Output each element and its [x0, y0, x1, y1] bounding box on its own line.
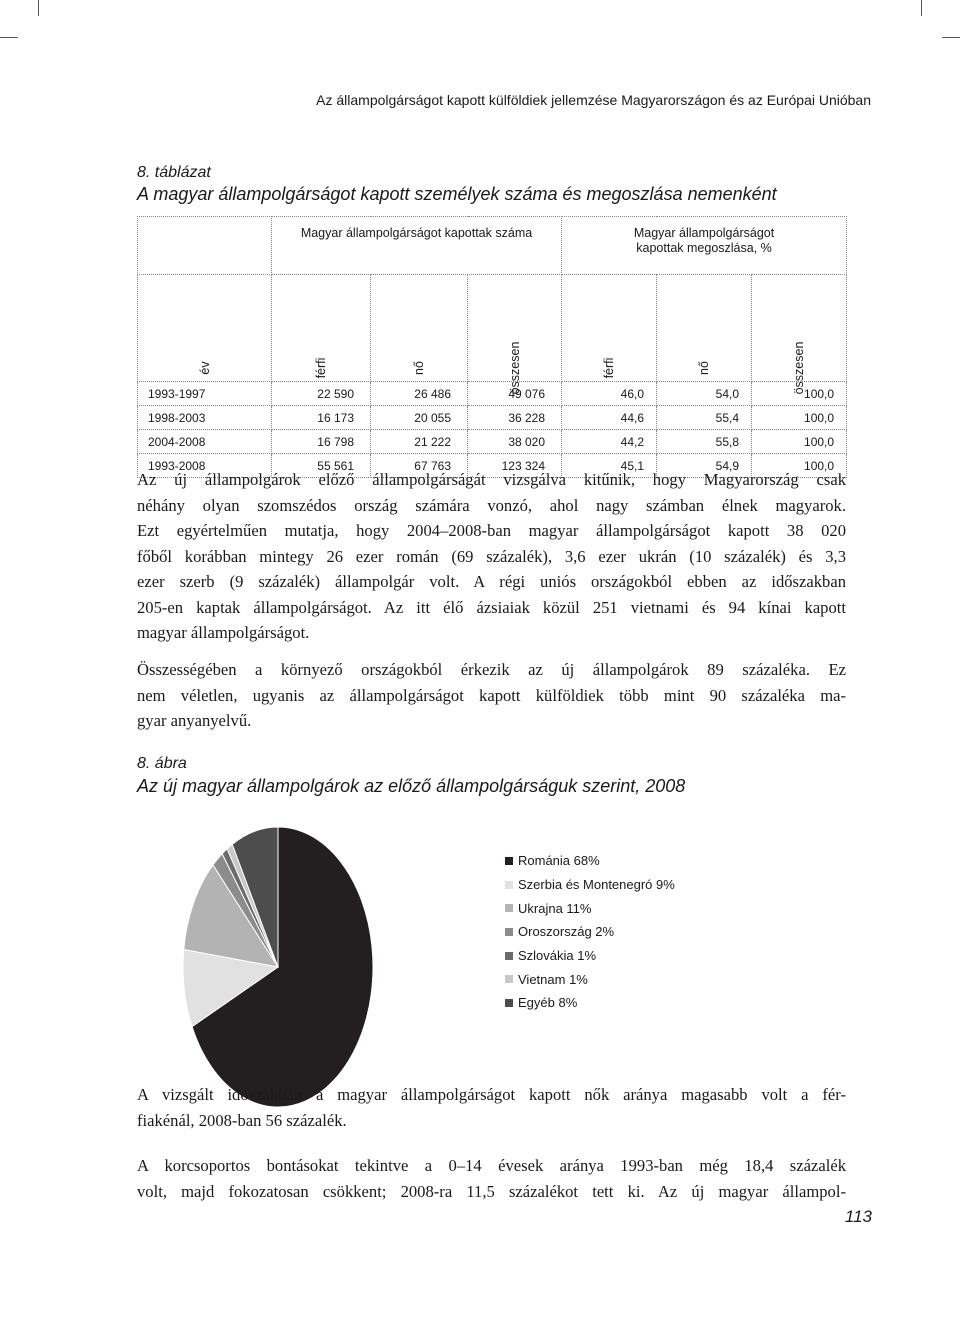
table-cell: 1998-2003	[138, 406, 272, 430]
text-line: magyar állampolgárságot.	[137, 623, 310, 642]
paragraph-1	[137, 467, 846, 646]
table-cell: 44,6	[562, 406, 657, 430]
legend-swatch	[505, 999, 513, 1007]
group-header-count: Magyar állampolgárságot kapottak száma	[272, 217, 562, 275]
col-header-osszesen-pct: összesen	[792, 341, 807, 395]
legend-label: Szerbia és Montenegró 9%	[518, 877, 675, 893]
chart-legend	[505, 849, 675, 1015]
table-cell: 123 324	[468, 454, 562, 478]
figure-number: 8. ábra	[137, 755, 187, 772]
col-header	[371, 275, 468, 382]
table-cell: 49 076	[468, 382, 562, 406]
table-cell: 100,0	[752, 430, 847, 454]
table-number: 8. táblázat	[137, 164, 211, 181]
figure-title: Az új magyar állampolgárok az előző állampolgárságuk szerint, 2008	[137, 776, 686, 796]
running-head: Az állampolgárságot kapott külföldiek jellemzése Magyarországon és az Európai Unióban	[316, 92, 871, 108]
text-line: A korcsoportos bontásokat tekintve a 0–14 évesek aránya 1993-ban még 18,4 százalék	[137, 1156, 846, 1175]
legend-item	[505, 896, 675, 920]
legend-swatch	[505, 975, 513, 983]
page-number: 113	[844, 1207, 872, 1226]
legend-swatch	[505, 952, 513, 960]
table-cell: 16 798	[272, 430, 371, 454]
table-cell: 1993-2008	[138, 454, 272, 478]
text-line: Az új állampolgárok előző állampolgárságát vizsgálva kitűnik, hogy Magyarország csak	[137, 470, 846, 489]
col-header	[657, 275, 752, 382]
text-line: nem véletlen, ugyanis az állampolgárságot kapott külföldiek több mint 90 százaléka ma-	[137, 685, 846, 705]
col-header-ferfi: férfi	[314, 357, 328, 379]
pie-chart-drawing	[178, 822, 478, 1122]
paragraph-2	[137, 657, 846, 734]
crop-mark	[921, 0, 922, 16]
table-cell: 100,0	[752, 454, 847, 478]
table-row	[138, 430, 847, 454]
legend-label: Egyéb 8%	[518, 995, 578, 1011]
table-cell: 16 173	[272, 406, 371, 430]
table-cell: 54,9	[657, 454, 752, 478]
col-header	[138, 275, 272, 382]
text-line: néhány olyan szomszédos ország számára vonzó, ahol nagy számban élnek magyarok.	[137, 495, 846, 515]
legend-label: Oroszország 2%	[518, 924, 615, 940]
crop-mark	[0, 37, 18, 38]
table-cell: 44,2	[562, 430, 657, 454]
text-line: főből korábban mintegy 26 ezer román (69 százalék), 3,6 ezer ukrán (10 százalék) és 3,3	[137, 546, 846, 566]
text-line: Ezt egyértelműen mutatja, hogy 2004–2008-ban magyar állampolgárságot kapott 38 020	[137, 521, 846, 540]
stats-table	[137, 216, 847, 478]
legend-swatch	[505, 857, 513, 865]
header-empty	[138, 217, 272, 275]
table-cell: 26 486	[371, 382, 468, 406]
group-header-share-line2: kapottak megoszlása, %	[636, 241, 772, 255]
paragraph-3	[137, 1082, 846, 1133]
text-line: fiakénál, 2008-ban 56 százalék.	[137, 1110, 347, 1130]
group-header-share	[562, 217, 847, 275]
crop-mark	[38, 0, 39, 16]
table-row	[138, 382, 847, 406]
table-cell: 2004-2008	[138, 430, 272, 454]
col-header-no-pct: nő	[697, 361, 712, 375]
col-header-no: nő	[412, 361, 426, 375]
legend-label: Szlovákia 1%	[518, 948, 597, 964]
table-cell: 1993-1997	[138, 382, 272, 406]
legend-item	[505, 873, 675, 897]
table-cell: 20 055	[371, 406, 468, 430]
table-cell: 55,4	[657, 406, 752, 430]
text-line: 205-en kaptak állampolgárságot. Az itt élő ázsiaiak közül 251 vietnami és 94 kínai kapott	[137, 597, 846, 617]
legend-label: Vietnam 1%	[518, 971, 588, 987]
table-cell: 22 590	[272, 382, 371, 406]
table-cell: 100,0	[752, 382, 847, 406]
text-line: gyar anyanyelvű.	[137, 711, 252, 730]
legend-item	[505, 991, 675, 1015]
table-cell: 46,0	[562, 382, 657, 406]
text-line: A vizsgált időszakban a magyar állampolgárságot kapott nők aránya magasabb volt a fér-	[137, 1085, 846, 1104]
text-line: ezer szerb (9 százalék) állampolgár volt. A régi uniós országokból ebben az időszakban	[137, 572, 846, 591]
table-cell: 36 228	[468, 406, 562, 430]
text-line: volt, majd fokozatosan csökkent; 2008-ra 11,5 százalékot tett ki. Az új magyar állampol-	[137, 1181, 846, 1201]
legend-item	[505, 967, 675, 991]
col-header	[272, 275, 371, 382]
col-header	[562, 275, 657, 382]
table-cell: 54,0	[657, 382, 752, 406]
table-cell: 100,0	[752, 406, 847, 430]
group-header-share-line1: Magyar állampolgárságot	[633, 226, 775, 240]
table-row	[138, 406, 847, 430]
table-cell: 67 763	[371, 454, 468, 478]
legend-label: Ukrajna 11%	[518, 900, 592, 916]
legend-label: Románia 68%	[518, 853, 600, 869]
table-cell: 21 222	[371, 430, 468, 454]
col-header-ferfi-pct: férfi	[602, 357, 617, 379]
legend-swatch	[505, 881, 513, 889]
legend-swatch	[505, 928, 513, 936]
legend-item	[505, 920, 675, 944]
table-cell: 38 020	[468, 430, 562, 454]
text-line: Összességében a környező országokból érkezik az új állampolgárok 89 százaléka. Ez	[137, 660, 846, 679]
table-cell: 55,8	[657, 430, 752, 454]
col-header-ev: év	[197, 361, 212, 375]
legend-swatch	[505, 904, 513, 912]
crop-mark	[942, 37, 960, 38]
paragraph-4	[137, 1153, 846, 1204]
table-title: A magyar állampolgárságot kapott személyek száma és megoszlása nemenként	[137, 184, 777, 204]
table-cell: 45,1	[562, 454, 657, 478]
legend-item	[505, 849, 675, 873]
legend-item	[505, 944, 675, 968]
col-header-osszesen: összesen	[507, 341, 522, 395]
table-cell: 55 561	[272, 454, 371, 478]
